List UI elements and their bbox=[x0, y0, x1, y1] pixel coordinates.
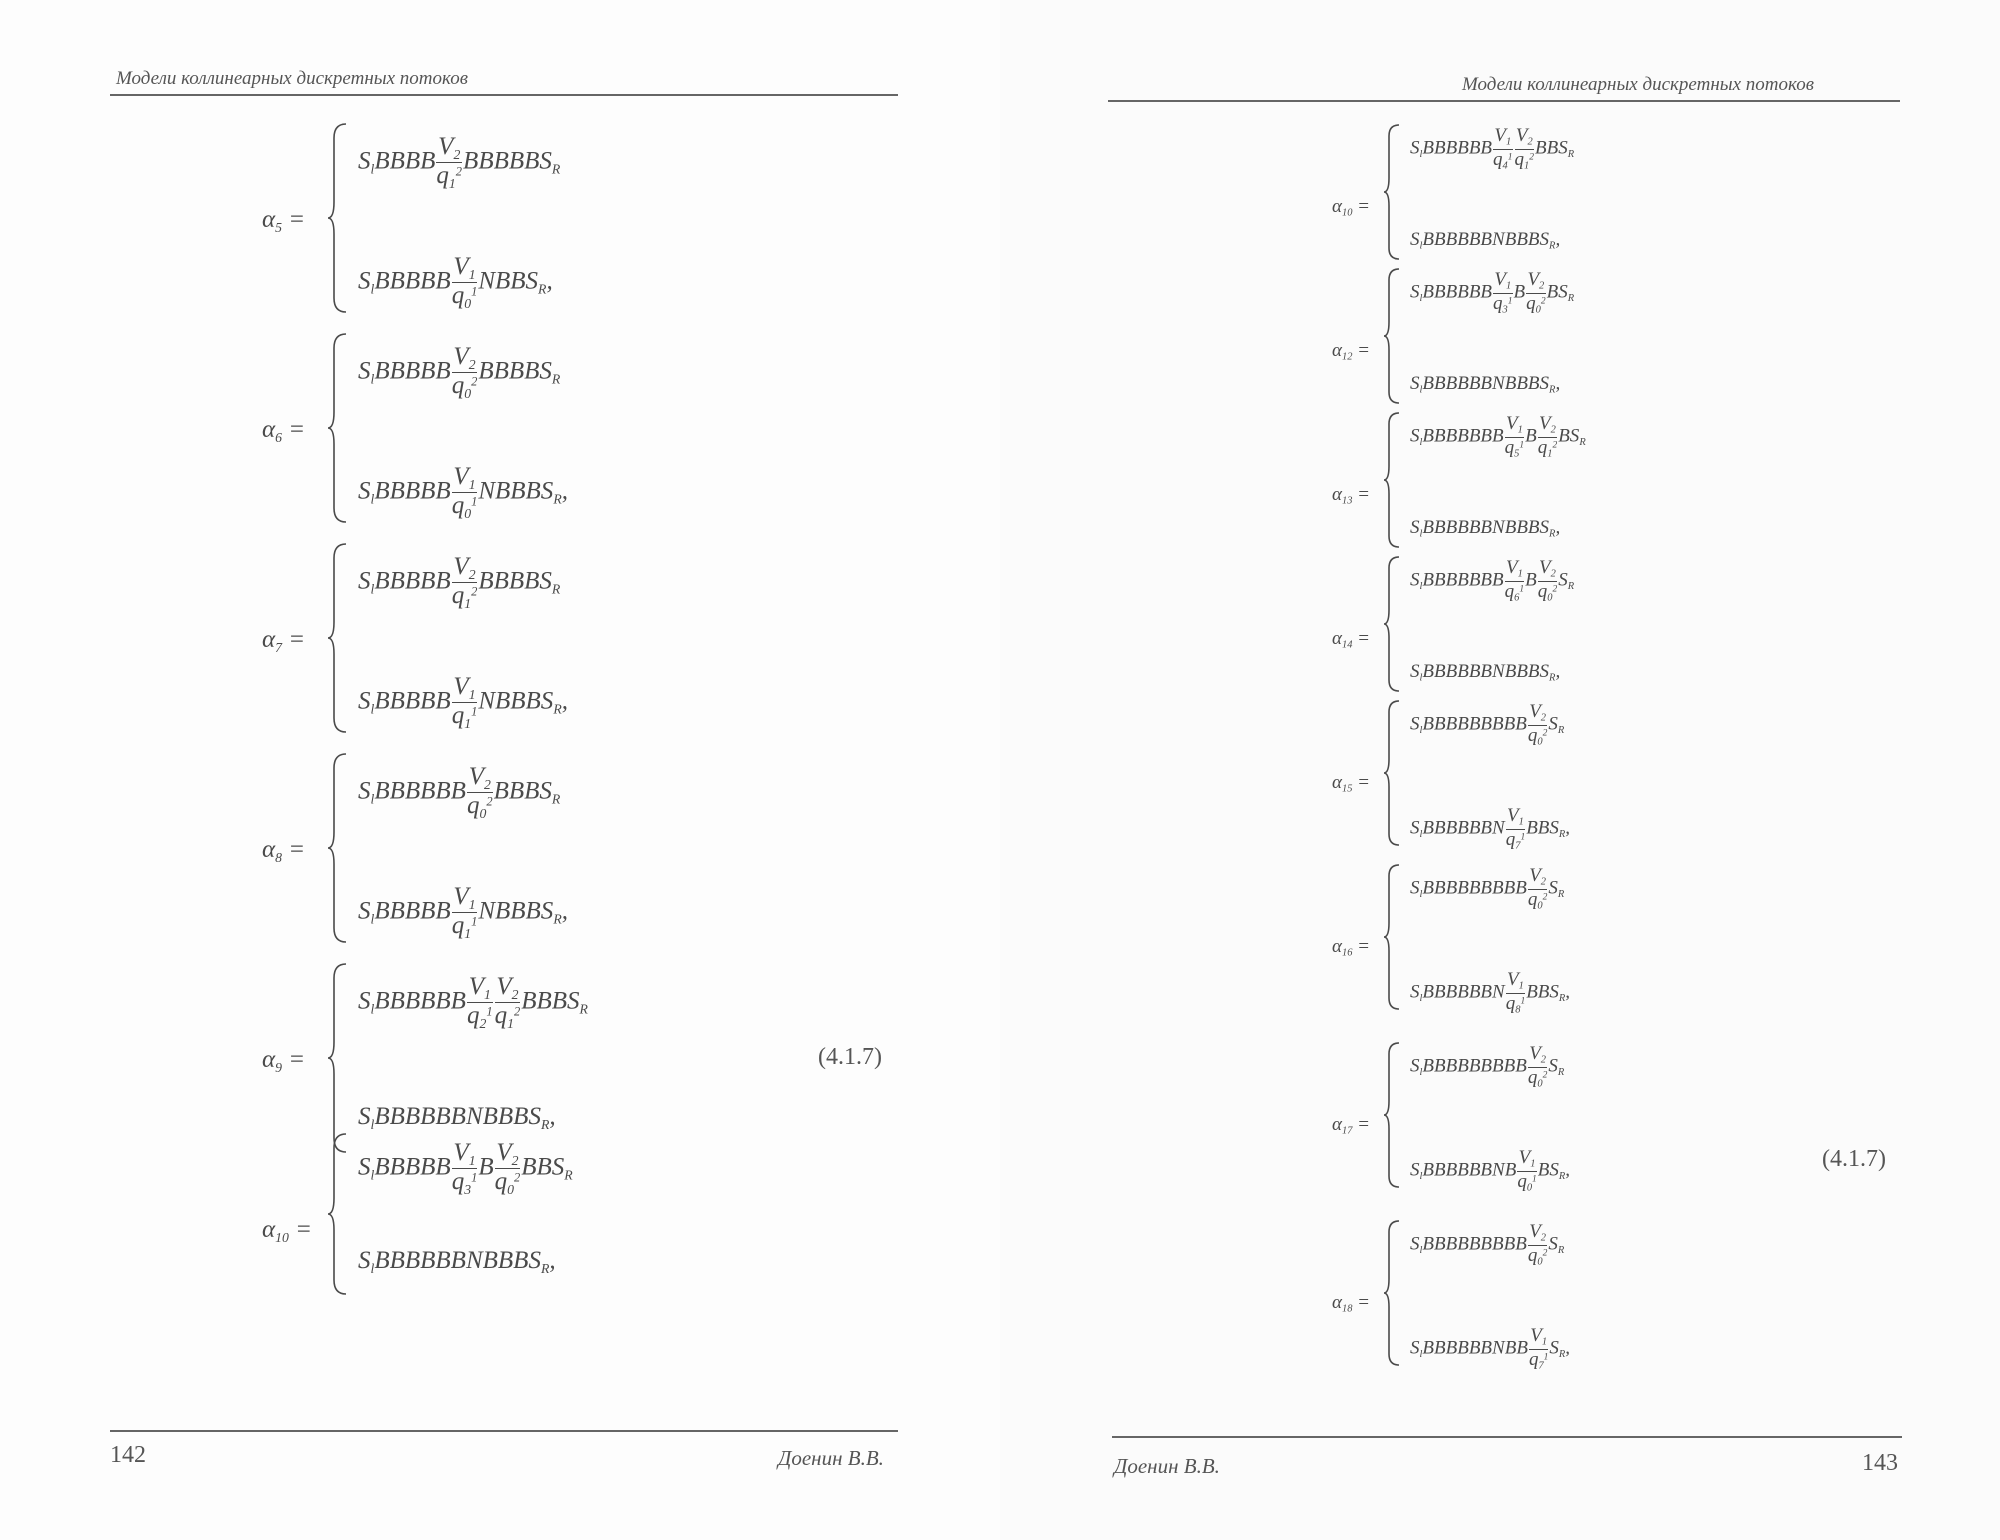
equation-lhs: $\alpha_{10}$ = bbox=[1332, 196, 1370, 219]
equation-lhs: $\alpha_9$ = bbox=[262, 1046, 306, 1075]
equation-case-1: $S_lBBBBBB$ $\frac{V_1}{q_4^1}$ $\frac{V_2}{q_1^2}$ $BBS_R$ bbox=[1410, 125, 1575, 172]
footer-rule bbox=[110, 1430, 898, 1432]
equation-case-2: $S_lBBBBB$ $\frac{V_1}{q_0^1}$ $NBBS_R$, bbox=[358, 253, 553, 312]
curly-brace bbox=[1382, 122, 1402, 262]
header-rule bbox=[1108, 100, 1900, 102]
curly-brace bbox=[1382, 1218, 1402, 1368]
equation-lhs: $\alpha_{17}$ = bbox=[1332, 1114, 1370, 1137]
equation-lhs: $\alpha_5$ = bbox=[262, 206, 306, 235]
equation-case-2: $S_lBBBBB$ $\frac{V_1}{q_0^1}$ $NBBBS_R$, bbox=[358, 463, 568, 522]
curly-brace bbox=[1382, 1040, 1402, 1190]
equation-case-2: $S_lBBBBB$ $\frac{V_1}{q_1^1}$ $NBBBS_R$, bbox=[358, 673, 568, 732]
equation-case-1: $S_lBBBBBBB$ $\frac{V_1}{q_5^1}$ B $\frac{V_2}{q_1^2}$ $BS_R$ bbox=[1410, 413, 1586, 460]
equation-case-1: $S_lBBBBBB$ $\frac{V_1}{q_2^1}$ $\frac{V_2}{q_1^2}$ $BBBS_R$ bbox=[358, 973, 588, 1032]
equation-case-1: $S_lBBBBBBBBB$ $\frac{V_2}{q_0^2}$ $S_R$ bbox=[1410, 1221, 1565, 1268]
page-number: 142 bbox=[110, 1442, 146, 1468]
curly-brace bbox=[1382, 554, 1402, 694]
equation-case-1: $S_lBBBBBBBBB$ $\frac{V_2}{q_0^2}$ $S_R$ bbox=[1410, 865, 1565, 912]
author: Доенин В.В. bbox=[778, 1446, 884, 1470]
equation-case-2: $S_lBBBBBBN$ $\frac{V_1}{q_8^1}$ $BBS_R$, bbox=[1410, 969, 1571, 1016]
equation-case-2: $S_lBBBBBBNBBBS_R$, bbox=[358, 1103, 556, 1132]
equation-number: (4.1.7) bbox=[1822, 1146, 1886, 1172]
equation-case-1: $S_lBBBB$ $\frac{V_2}{q_1^2}$ $BBBBBS_R$ bbox=[358, 133, 561, 192]
equation-case-1: $S_lBBBBB$ $\frac{V_2}{q_0^2}$ $BBBBS_R$ bbox=[358, 343, 561, 402]
curly-brace bbox=[326, 540, 350, 736]
curly-brace bbox=[326, 750, 350, 946]
equation-lhs: $\alpha_8$ = bbox=[262, 836, 306, 865]
page-number: 143 bbox=[1862, 1450, 1898, 1476]
equation-case-2: $S_lBBBBBBNBBBS_R$, bbox=[1410, 373, 1561, 396]
equation-lhs: $\alpha_{18}$ = bbox=[1332, 1292, 1370, 1315]
equation-case-2: $S_lBBBBBBNBBBS_R$, bbox=[1410, 517, 1561, 540]
equation-case-2: $S_lBBBBBBNBBBS_R$, bbox=[358, 1247, 556, 1276]
equation-lhs: $\alpha_{16}$ = bbox=[1332, 936, 1370, 959]
equation-lhs: $\alpha_7$ = bbox=[262, 626, 306, 655]
equation-case-2: $S_lBBBBB$ $\frac{V_1}{q_1^1}$ $NBBBS_R$, bbox=[358, 883, 568, 942]
equation-case-2: $S_lBBBBBBNBBBS_R$, bbox=[1410, 661, 1561, 684]
equation-case-1: $S_lBBBBB$ $\frac{V_1}{q_3^1}$ B $\frac{V_2}{q_0^2}$ $BBS_R$ bbox=[358, 1139, 573, 1198]
equation-case-2: $S_lBBBBBBNBB$ $\frac{V_1}{q_7^1}$ $S_R$, bbox=[1410, 1325, 1571, 1372]
equation-lhs: $\alpha_6$ = bbox=[262, 416, 306, 445]
equation-number: (4.1.7) bbox=[818, 1044, 882, 1070]
header-rule bbox=[110, 94, 898, 96]
curly-brace bbox=[1382, 698, 1402, 848]
curly-brace bbox=[1382, 266, 1402, 406]
equation-case-2: $S_lBBBBBBN$ $\frac{V_1}{q_7^1}$ $BBS_R$, bbox=[1410, 805, 1571, 852]
equation-case-1: $S_lBBBBBB$ $\frac{V_2}{q_0^2}$ $BBBS_R$ bbox=[358, 763, 561, 822]
equation-lhs: $\alpha_{13}$ = bbox=[1332, 484, 1370, 507]
equation-case-2: $S_lBBBBBBNB$ $\frac{V_1}{q_0^1}$ $BS_R$, bbox=[1410, 1147, 1571, 1194]
equation-case-1: $S_lBBBBBBBBB$ $\frac{V_2}{q_0^2}$ $S_R$ bbox=[1410, 1043, 1565, 1090]
equation-case-1: $S_lBBBBB$ $\frac{V_2}{q_1^2}$ $BBBBS_R$ bbox=[358, 553, 561, 612]
equation-case-2: $S_lBBBBBBNBBBS_R$, bbox=[1410, 229, 1561, 252]
footer-rule bbox=[1112, 1436, 1902, 1438]
curly-brace bbox=[1382, 410, 1402, 550]
curly-brace bbox=[326, 960, 350, 1156]
equation-lhs: $\alpha_{12}$ = bbox=[1332, 340, 1370, 363]
curly-brace bbox=[1382, 862, 1402, 1012]
running-header: Модели коллинеарных дискретных потоков bbox=[116, 68, 468, 89]
equation-case-1: $S_lBBBBBBB$ $\frac{V_1}{q_6^1}$ B $\frac{V_2}{q_0^2}$ $S_R$ bbox=[1410, 557, 1575, 604]
equation-lhs: $\alpha_{10}$ = bbox=[262, 1216, 312, 1245]
equation-lhs: $\alpha_{15}$ = bbox=[1332, 772, 1370, 795]
equation-lhs: $\alpha_{14}$ = bbox=[1332, 628, 1370, 651]
curly-brace bbox=[326, 120, 350, 316]
curly-brace bbox=[326, 1130, 350, 1298]
equation-case-1: $S_lBBBBBBBBB$ $\frac{V_2}{q_0^2}$ $S_R$ bbox=[1410, 701, 1565, 748]
right-page bbox=[1000, 0, 2000, 1540]
equation-case-1: $S_lBBBBBB$ $\frac{V_1}{q_3^1}$ B $\frac{V_2}{q_0^2}$ $BS_R$ bbox=[1410, 269, 1575, 316]
curly-brace bbox=[326, 330, 350, 526]
author: Доенин В.В. bbox=[1114, 1454, 1220, 1478]
running-header: Модели коллинеарных дискретных потоков bbox=[1462, 74, 1814, 95]
